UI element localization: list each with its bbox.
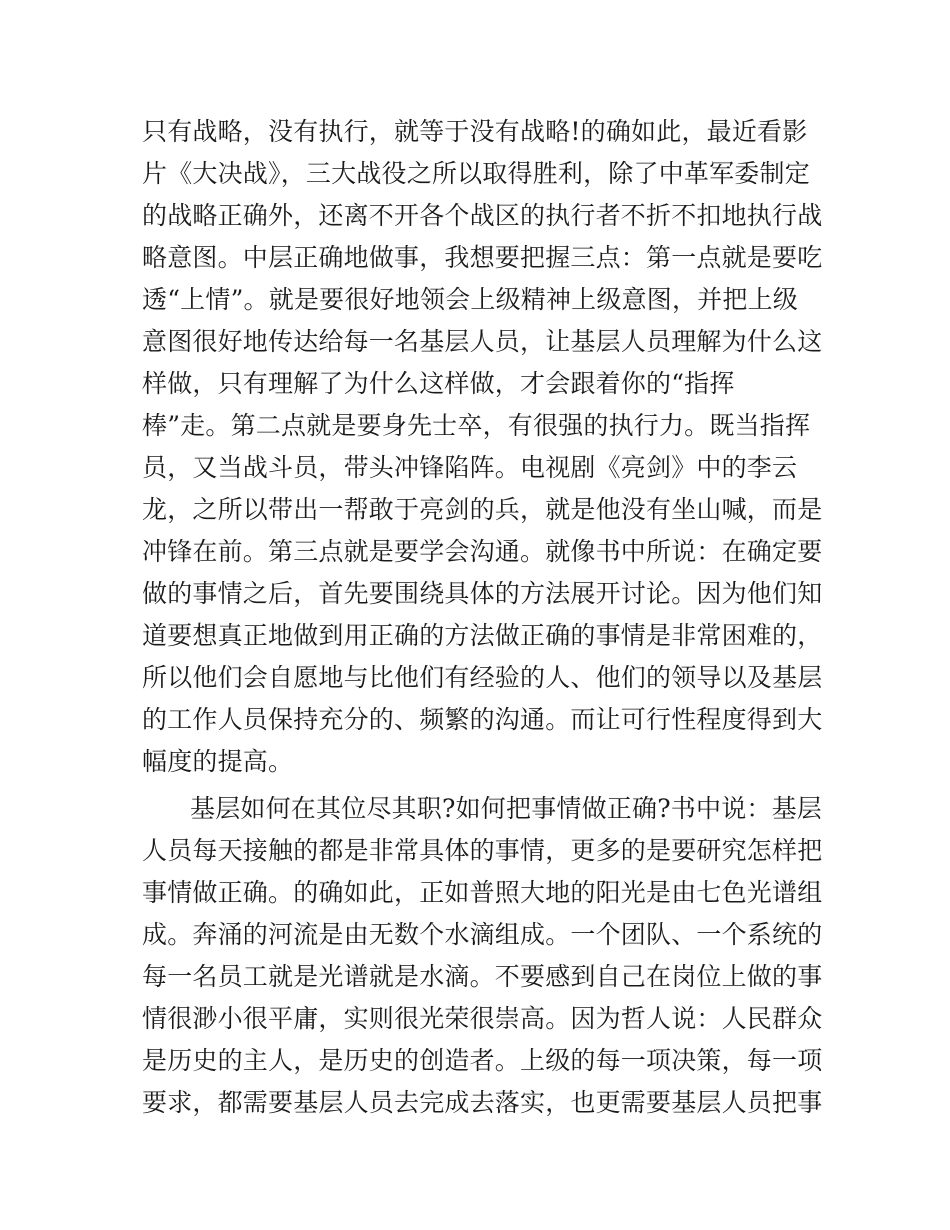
- text-line-16: 幅度的提高。: [142, 747, 294, 776]
- text-line-17: 基层如何在其位尽其职?如何把事情做正确?书中说：基层: [190, 794, 823, 823]
- text-line-18: 人员每天接触的都是非常具体的事情，更多的是要研究怎样把: [142, 836, 823, 865]
- text-line-5: 透“上情”。就是要很好地领会上级精神上级意图，并把上级: [142, 285, 798, 314]
- text-line-8: 棒”走。第二点就是要身先士卒，有很强的执行力。既当指挥: [142, 411, 811, 440]
- text-line-7: 样做，只有理解了为什么这样做，才会跟着你的“指挥: [142, 369, 735, 398]
- text-line-4: 略意图。中层正确地做事，我想要把握三点：第一点就是要吃: [142, 243, 823, 272]
- text-line-3: 的战略正确外，还离不开各个战区的执行者不折不扣地执行战: [142, 201, 823, 230]
- text-line-10: 龙，之所以带出一帮敢于亮剑的兵，就是他没有坐山喊，而是: [142, 495, 823, 524]
- text-line-11: 冲锋在前。第三点就是要学会沟通。就像书中所说：在确定要: [142, 537, 823, 566]
- text-line-9: 员，又当战斗员，带头冲锋陷阵。电视剧《亮剑》中的李云: [142, 453, 798, 482]
- text-line-21: 每一名员工就是光谱就是水滴。不要感到自己在岗位上做的事: [142, 962, 823, 991]
- text-line-24: 要求，都需要基层人员去完成去落实，也更需要基层人员把事: [142, 1088, 823, 1117]
- text-line-20: 成。奔涌的河流是由无数个水滴组成。一个团队、一个系统的: [142, 920, 823, 949]
- text-line-23: 是历史的主人，是历史的创造者。上级的每一项决策，每一项: [142, 1046, 823, 1075]
- text-line-22: 情很渺小很平庸，实则很光荣很崇高。因为哲人说：人民群众: [142, 1004, 823, 1033]
- text-line-1: 只有战略，没有执行，就等于没有战略!的确如此，最近看影: [142, 117, 808, 146]
- text-line-6: 意图很好地传达给每一名基层人员，让基层人员理解为什么这: [142, 327, 823, 356]
- text-line-2: 片《大决战》，三大战役之所以取得胜利，除了中革军委制定: [142, 159, 810, 188]
- text-line-14: 所以他们会自愿地与比他们有经验的人、他们的领导以及基层: [142, 663, 823, 692]
- text-line-15: 的工作人员保持充分的、频繁的沟通。而让可行性程度得到大: [142, 705, 823, 734]
- text-line-12: 做的事情之后，首先要围绕具体的方法展开讨论。因为他们知: [142, 579, 823, 608]
- text-line-19: 事情做正确。的确如此，正如普照大地的阳光是由七色光谱组: [142, 878, 823, 907]
- text-line-13: 道要想真正地做到用正确的方法做正确的事情是非常困难的，: [142, 621, 823, 650]
